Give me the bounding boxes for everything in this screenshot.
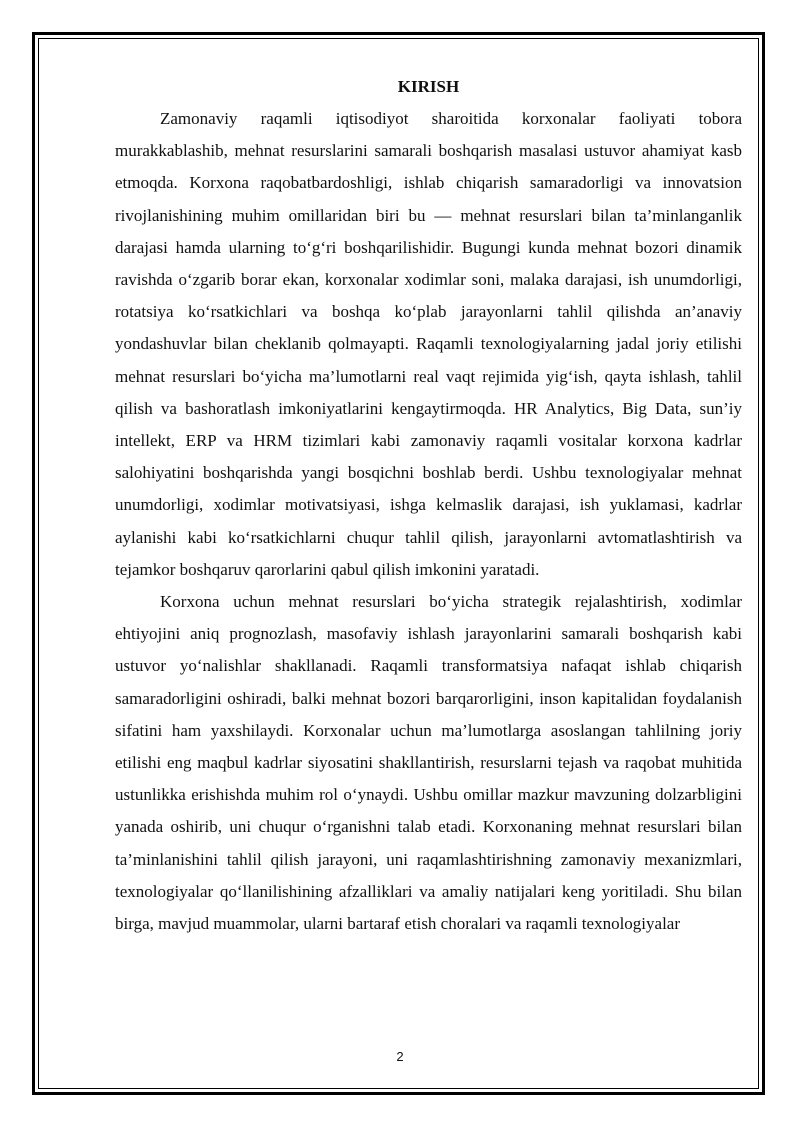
section-heading: KIRISH [397,77,460,96]
document-body [115,72,742,940]
page-number: 2 [396,1049,404,1064]
paragraph-2: Korxona uchun mehnat resurslari bo‘yicha strategik rejalashtirish, xodimlar ehtiyojini aniq prognozlash, masofaviy ishlash jarayonlarini samarali boshqarish kabi ustuvor yo‘nalishlar shakllanadi. Raqamli transformatsiya nafaqat ishlab chiqarish samaradorligini oshiradi, balki mehnat bozori barqarorligini, inson kapitalidan foydalanish sifatini ham yaxshilaydi. Korxonalar uchun ma’lumotlarga asoslangan tahlilning joriy etilishi eng maqbul kadrlar siyosatini shakllantirish, resurslarni tejash va raqobat muhitida ustunlikka erishishda muhim rol o‘ynaydi. Ushbu omillar mazkur mavzuning dolzarbligini yanada oshirib, uni chuqur o‘rganishni talab etadi. Korxonaning mehnat resurslari bilan ta’minlanishini tahlil qilish jarayoni, uni raqamlashtirishning zamonaviy mexanizmlari, texnologiyalar qo‘llanilishining afzalliklari va amaliy natijalari keng yoritiladi. Shu bilan birga, mavjud muammolar, ularni bartaraf etish choralari va raqamli texnologiyalar [115,592,742,934]
paragraph-1: Zamonaviy raqamli iqtisodiyot sharoitida korxonalar faoliyati tobora murakkablashib, mehnat resurslarini samarali boshqarish masalasi ustuvor ahamiyat kasb etmoqda. Korxona raqobatbardoshligi, ishlab chiqarish samaradorligi va innovatsion rivojlanishining muhim omillaridan biri bu — mehnat resurslari bilan ta’minlanganlik darajasi hamda ularning to‘g‘ri boshqarilishidir. Bugungi kunda mehnat bozori dinamik ravishda o‘zgarib borar ekan, korxonalar xodimlar soni, malaka darajasi, ish unumdorligi, rotatsiya ko‘rsatkichlari va boshqa ko‘plab jarayonlarni tahlil qilishda an’anaviy yondashuvlar bilan cheklanib qolmayapti. Raqamli texnologiyalarning jadal joriy etilishi mehnat resurslari bo‘yicha ma’lumotlarni real vaqt rejimida yig‘ish, qayta ishlash, tahlil qilish va bashoratlash imkoniyatlarini kengaytirmoqda. HR Analytics, Big Data, sun’iy intellekt, ERP va HRM tizimlari kabi zamonaviy raqamli vositalar korxona kadrlar salohiyatini boshqarishda yangi bosqichni boshlab berdi. Ushbu texnologiyalar mehnat unumdorligi, xodimlar motivatsiyasi, ishga kelmaslik darajasi, ish yuklamasi, kadrlar aylanishi kabi ko‘rsatkichlarni chuqur tahlil qilish, jarayonlarni avtomatlashtirish va tejamkor boshqaruv qarorlarini qabul qilish imkonini yaratadi. [115,109,742,579]
